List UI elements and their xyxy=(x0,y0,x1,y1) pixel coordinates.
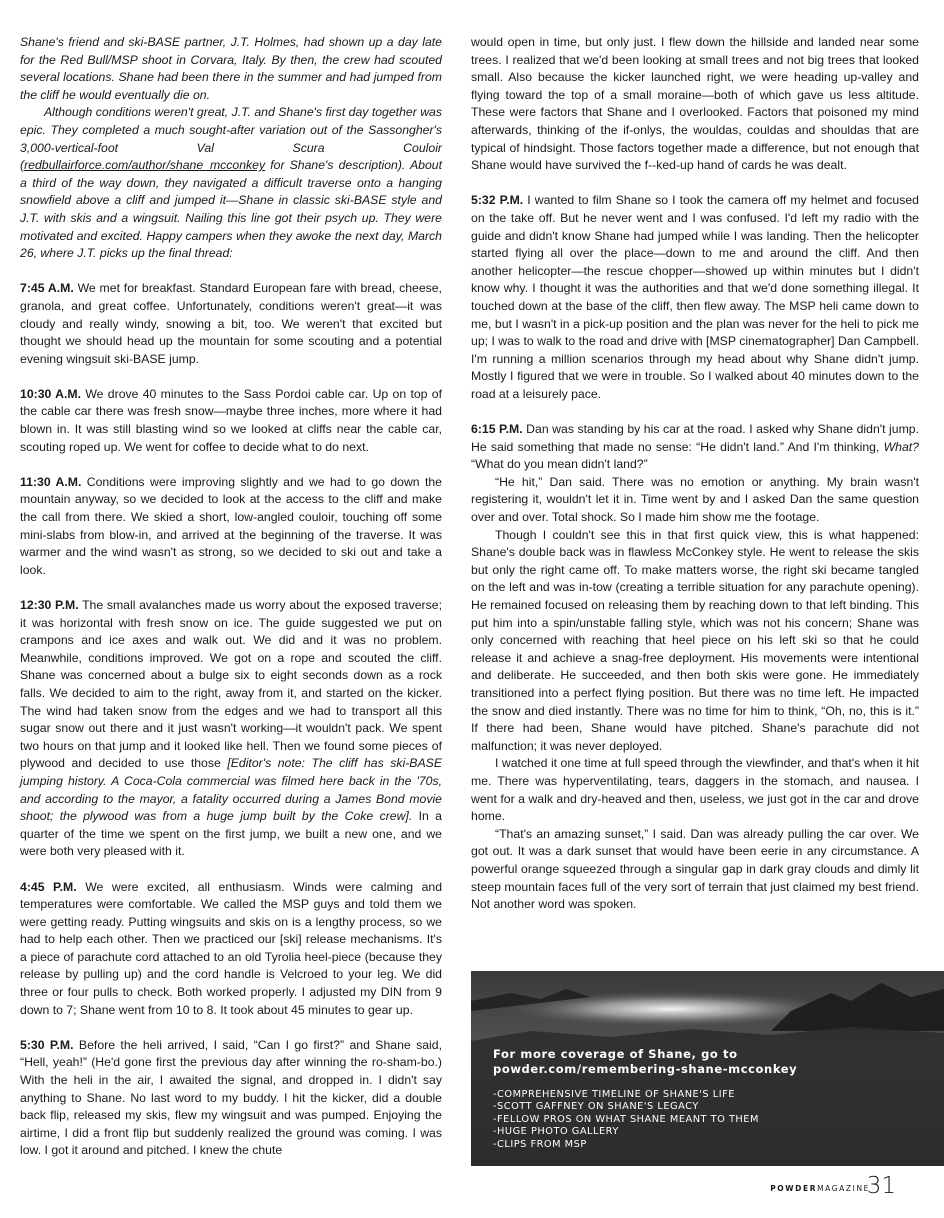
entry-text: Conditions were improving slightly and we had to go down the mountain anyway, so we decided to look at the access to the cliff and make the call from there. We skied a short, low-angled couloir, touching off some mini-slabs from blow-in, and arrived at the beginning of the traverse. It was warmer and the wind wasn't as strong, so we decided to ski out and take a look. xyxy=(20,474,442,577)
timestamp: 11:30 A.M. xyxy=(20,474,82,489)
intro-text: Shane's friend and ski-BASE partner, J.T. Holmes, had shown up a day late for the Red Bull/MSP shoot in Corvara, Italy. By then, the crew had scouted several locations. Shane had been there in the summer and had jumped from the cliff he would eventually die on. xyxy=(20,35,442,102)
magazine-name-rest: MAGAZINE xyxy=(817,1184,870,1193)
entry-text: We met for breakfast. Standard European fare with bread, cheese, granola, and great coffee. Unfortunately, conditions weren't great—it was cloudy and really windy, snowing a bit, too. We weren't that excited but thought we should head up the mountain for some scouting and a potential evening wingsuit ski-BASE jump. xyxy=(20,281,442,366)
timestamp: 5:30 P.M. xyxy=(20,1037,74,1052)
timestamp: 12:30 P.M. xyxy=(20,598,79,612)
timeline-entry-532 xyxy=(471,192,919,403)
promo-list-item: -SCOTT GAFFNEY ON SHANE'S LEGACY xyxy=(493,1101,699,1113)
promo-text xyxy=(493,1047,797,1151)
timestamp: 5:32 P.M. xyxy=(471,193,524,208)
promo-url[interactable]: powder.com/remembering-shane-mcconkey xyxy=(493,1062,798,1076)
editors-note: [Editor's note: The cliff has ski-BASE jumping history. A Coca-Cola commercial was filmed here back in the '70s, and according to the mayor, a fatality occurred during a James Bond movie shoot; the plywood was from a huge jump built by the Coke crew]. xyxy=(20,756,442,824)
timeline-entry-615 xyxy=(471,421,919,474)
continued-paragraph xyxy=(471,34,919,175)
promo-box xyxy=(471,971,944,1166)
left-column xyxy=(20,34,442,1160)
emphasis-text: What? xyxy=(883,439,919,454)
promo-list-item: -FELLOW PROS ON WHAT SHANE MEANT TO THEM xyxy=(493,1113,759,1125)
intro-paragraph xyxy=(20,34,442,104)
entry-text: Dan was standing by his car at the road. I asked why Shane didn't jump. He said something that made no sense: “He didn't land.” And I'm thinking, xyxy=(471,422,920,454)
entry-text: We drove 40 minutes to the Sass Pordoi cable car. Up on top of the cable car there was fresh snow—maybe three inches, more where it had blown in. It was still blasting wind so we looked at cliffs near the cable car, scouting roped up. We went for coffee to decide what to do next. xyxy=(20,386,443,454)
entry-text: We were excited, all enthusiasm. Winds were calming and temperatures were comfortable. We called the MSP guys and told them we were getting ready. Putting wingsuits and skis on is a lengthy process, so we had to help each other. Then we practiced our [ski] release mechanisms. It's a piece of parachute cord attached to an old Tyrolia heel-piece (because they release by pulling up) and the cord handle is Velcroed to your leg. We did three or four pulls to check. Both worked properly. I adjusted my DIN from 9 down to 7; Shane went from 10 to 8. It took about 45 minutes to gear up. xyxy=(20,879,443,1017)
right-column xyxy=(471,34,919,914)
page-footer xyxy=(756,1173,896,1202)
paragraph-watched: I watched it one time at full speed through the viewfinder, and that's when it hit me. There was hyperventilating, tears, daggers in the stomach, and nausea. I went for a walk and dry-heaved and then, useless, we just got in the car and drove home. xyxy=(471,756,919,824)
entry-text: Before the heli arrived, I said, “Can I go first?” and Shane said, “Hell, yeah!” (He'd gone first the previous day after winning the ro-sham-bo.) With the heli in the air, I awaited the signal, and dropped in. I didn't say anything to Shane. No last word to my buddy. I hit the kicker, did a double back flip, released my skis, flew my wingsuit and was pumped. Enjoying the airtime, I did a front flip but suddenly realized the ground was coming. I was low. I got it around and pitched. I knew the chute xyxy=(20,1037,442,1158)
magazine-name-bold: POWDER xyxy=(770,1184,818,1193)
promo-list-item: -COMPREHENSIVE TIMELINE OF SHANE'S LIFE xyxy=(493,1089,735,1100)
paragraph-he-hit: “He hit,” Dan said. There was no emotion or anything. My brain wasn't registering it, wouldn't let it in. Time went by and I asked Dan the same question over and over. Total shock. So I made him show me the footage. xyxy=(471,474,919,525)
timestamp: 6:15 P.M. xyxy=(471,422,523,437)
timeline-entry-745 xyxy=(20,280,442,368)
timeline-entry-1230 xyxy=(20,597,442,861)
intro-paragraph-2 xyxy=(20,104,442,262)
entry-text: The small avalanches made us worry about the exposed traverse; it was horizontal with fresh snow on ice. The guide suggested we put on crampons and ice axes and walk out. We did and it was no problem. Meanwhile, conditions improved. We got on a rope and scouted the cliff. Shane was concerned about a bulge six to eight seconds down as a rock falls. We decided to aim to the right, away from it, and started on the kicker. The wind had taken snow from the edges and we had to transport all this sugar snow out there and it just wasn't working—it wouldn't pack. We spent two hours on that jump and it looked like hell. Then we found some pieces of plywood and decided to use those xyxy=(20,598,442,771)
timestamp: 10:30 A.M. xyxy=(20,386,82,401)
entry-text: I wanted to film Shane so I took the camera off my helmet and focused on the take off. But he never went and I was confused. I'd left my radio with the guide and didn't know Shane had jumped while I was landing. Then the helicopter started flying all over the place—down to me and around the cliff. And then another helicopter—the rescue chopper—showed up within minutes but I didn't know why. I thought it was the authorities and that we'd done something illegal. It touched down at the base of the cliff, then flew away. The MSP heli came down to me, but I wasn't in a pick-up position and the plan was never for the heli to pick me up; I was to walk to the road and drive with [MSP cinematographer] Dan Campbell. I'm running a million scenarios through my head about why Shane didn't jump. Mostly I figured that we were in trouble. So I walked about 40 minutes down to the road at a leisurely pace. xyxy=(471,193,919,401)
page-number: 31 xyxy=(866,1173,896,1199)
entry-text: “What do you mean didn't land?” xyxy=(471,457,648,472)
timeline-entry-1030 xyxy=(20,386,442,456)
timeline-entry-445 xyxy=(20,879,442,1020)
promo-list-item: -HUGE PHOTO GALLERY xyxy=(493,1126,619,1138)
entry-text: would open in time, but only just. I flew down the hillside and landed near some trees. I realized that we'd been looking at small trees and not big trees that looked small. Also because the kicker launched right, we were heading up-valley and flying toward the top of a small moraine—both of which gave us less altitude. These were factors that Shane and I overlooked. Factors that poisoned my mind afterwards, thinking of the if-onlys, the wouldas, couldas and shouldas that are typical of hindsight. Those factors together made a difference, but not enough that Shane would have survived the f--ked-up hand of cards he was dealt. xyxy=(471,35,919,173)
intro-text: for Shane's description). About a third of the way down, they navigated a difficult traverse onto a hanging snowfield above a cliff and jumped it—Shane in classic ski-BASE style and J.T. with skis and a wingsuit. Nailing this line got their psych up. They were motivated and excited. Happy campers when they awoke the next day, March 26, where J.T. picks up the final thread: xyxy=(20,158,442,261)
timestamp: 4:45 P.M. xyxy=(20,879,77,894)
promo-list xyxy=(493,1089,797,1151)
timeline-entry-530 xyxy=(20,1037,442,1160)
entry-text: In a quarter of the time we spent on the first jump, we built a new one, and we were both very pleased with it. xyxy=(20,809,442,859)
timeline-entry-1130 xyxy=(20,474,442,580)
timestamp: 7:45 A.M. xyxy=(20,281,74,296)
promo-heading: For more coverage of Shane, go to xyxy=(493,1047,738,1061)
promo-list-item: -CLIPS FROM MSP xyxy=(493,1138,587,1150)
paragraph-sunset: “That's an amazing sunset,” I said. Dan was already pulling the car over. We got out. It was a dark sunset that would have been eerie in any circumstance. A powerful orange squeezed through a singular gap in dark gray clouds and dimly lit steep mountain faces full of the very sort of terrain that just claimed my best friend. Not another word was spoken. xyxy=(471,826,919,912)
paragraph-though: Though I couldn't see this in that first quick view, this is what happened: Shane's double back was in flawless McConkey style. He went to release the skis but only the right came off. To make matters worse, the right ski became tangled on the left and was in-tow (creating a terrible situation for any parachute opening). He remained focused on releasing them by reaching down to that left binding. This put him into a spin/unstable falling style, which was not his concern; Shane was only concerned with reaching that heel piece on his left ski so that he could release it and achieve a snag-free deployment. His movements were intentional and deliberate. He succeeded, and then both skis were gone. He immediately transitioned into a perfect flying position. But there was no time left. He impacted the snow and died instantly. There was no time for him to think, “Oh, no, this is it.” If there had been, Shane would have pitched. Shane's parachute did not malfunction; it was never deployed. xyxy=(471,527,919,753)
magazine-name xyxy=(770,1184,870,1193)
redbull-link[interactable]: (redbullairforce.com/author/shane_mcconkey xyxy=(20,158,266,173)
intro-text: Although conditions weren't great, J.T. and Shane's first day together was epic. They completed a much sought-after variation out of the Sassongher's 3,000-vertical-foot Val Scura Couloir xyxy=(20,105,442,155)
